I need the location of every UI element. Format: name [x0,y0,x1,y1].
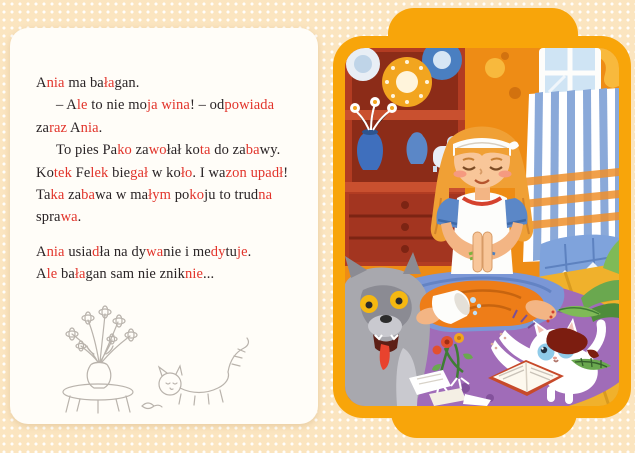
text-page [10,28,318,424]
room-scene [345,48,619,406]
mouse-sketch [142,403,162,409]
story-line: To pies Pako zawołał kota do zabawy. [56,142,281,159]
story-line: Taka zabawa w małym pokoju to trudna [36,187,273,204]
paragraph-gap [36,229,312,241]
story-line: zaraz Ania. [36,119,103,136]
cat-sketch [159,338,248,405]
story-line: Ania ma bałagan. [36,75,140,91]
story-line: Ale bałagan sam nie zniknie... [36,266,215,283]
vase-and-cat-sketch [50,304,260,416]
story-text [36,72,312,286]
illustration-panel [345,48,619,406]
story-line: – Ale to nie moja wina! – odpowiada [56,97,275,114]
story-line: Ania usiadła na dywanie i medytuje. [36,243,252,260]
story-line: sprawa. [36,209,82,226]
daisy-bouquet-sketch [66,306,137,362]
story-line: Kotek Felek biegał w koło. I wazon upadł! [36,164,289,181]
